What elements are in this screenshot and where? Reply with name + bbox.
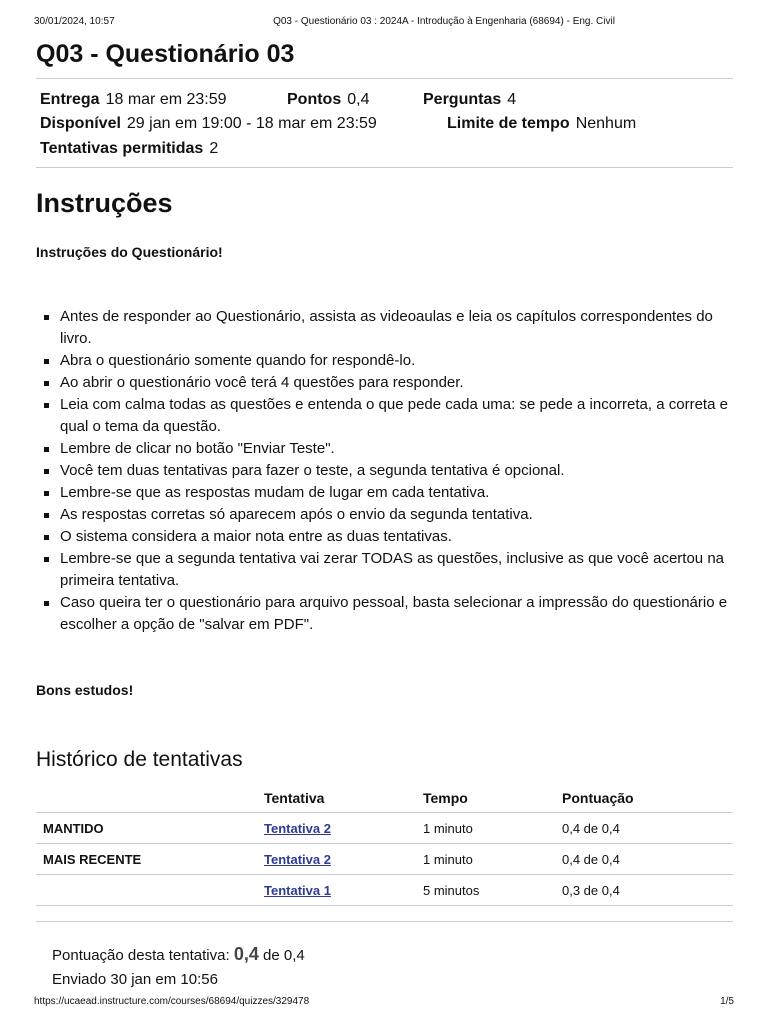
- attempt-status: MANTIDO: [36, 813, 264, 844]
- attempt-link[interactable]: Tentativa 2: [264, 851, 331, 867]
- quiz-details: [36, 79, 733, 167]
- column-header: Tentativa: [264, 784, 423, 813]
- table-header-row: [36, 784, 733, 813]
- detail-perguntas: [423, 91, 516, 109]
- score-value: 0,4: [233, 944, 259, 964]
- list-item: Lembre de clicar no botão "Enviar Teste".: [36, 438, 733, 460]
- column-header: [36, 784, 264, 813]
- attempt-score: 0,4 de 0,4: [562, 844, 733, 875]
- detail-label: Entrega: [40, 91, 100, 108]
- detail-label: Tentativas permitidas: [40, 140, 204, 157]
- attempt-history-table: [36, 784, 733, 906]
- attempt-score: 0,3 de 0,4: [562, 875, 733, 906]
- main-content: [36, 38, 733, 988]
- attempt-link[interactable]: Tentativa 2: [264, 820, 331, 836]
- list-item: Ao abrir o questionário você terá 4 questões para responder.: [36, 372, 733, 394]
- list-item: Leia com calma todas as questões e entenda o que pede cada uma: se pede a incorreta, a correta e qual o tema da questão.: [36, 394, 733, 438]
- attempt-time: 1 minuto: [423, 844, 562, 875]
- detail-value: 4: [507, 91, 517, 108]
- list-item: Antes de responder ao Questionário, assista as videoaulas e leia os capítulos correspondentes do livro.: [36, 306, 733, 350]
- attempt-time: 5 minutos: [423, 875, 562, 906]
- attempt-cell: [264, 844, 423, 875]
- detail-label: Disponível: [40, 115, 121, 132]
- list-item: Abra o questionário somente quando for respondê-lo.: [36, 350, 733, 372]
- detail-value: 0,4: [347, 91, 370, 108]
- closing-text: Bons estudos!: [36, 682, 134, 698]
- detail-entrega: [40, 91, 227, 109]
- detail-pontos: [287, 91, 369, 109]
- detail-label: Perguntas: [423, 91, 502, 108]
- attempt-score-summary: [52, 942, 305, 992]
- detail-label: Limite de tempo: [447, 115, 570, 132]
- detail-value: 18 mar em 23:59: [105, 91, 227, 108]
- detail-label: Pontos: [287, 91, 342, 108]
- history-title: Histórico de tentativas: [36, 748, 243, 771]
- list-item: Lembre-se que as respostas mudam de lugar em cada tentativa.: [36, 482, 733, 504]
- print-page-title: Q03 - Questionário 03 : 2024A - Introdução à Engenharia (68694) - Eng. Civil: [273, 16, 615, 27]
- attempt-score: 0,4 de 0,4: [562, 813, 733, 844]
- detail-tentativas: [40, 140, 218, 158]
- page-title: Q03 - Questionário 03: [36, 40, 295, 68]
- list-item: Caso queira ter o questionário para arquivo pessoal, basta selecionar a impressão do questionário e escolher a opção de "salvar em PDF".: [36, 592, 733, 636]
- print-url: https://ucaead.instructure.com/courses/68694/quizzes/329478: [34, 996, 310, 1007]
- score-max: de 0,4: [263, 947, 305, 964]
- score-line: [52, 942, 305, 968]
- list-item: Lembre-se que a segunda tentativa vai zerar TODAS as questões, inclusive as que você acertou na primeira tentativa.: [36, 548, 733, 592]
- divider: [36, 921, 733, 922]
- attempt-time: 1 minuto: [423, 813, 562, 844]
- table-row: [36, 875, 733, 906]
- attempt-status: MAIS RECENTE: [36, 844, 264, 875]
- attempt-link[interactable]: Tentativa 1: [264, 882, 331, 898]
- detail-value: Nenhum: [575, 115, 637, 132]
- attempt-cell: [264, 813, 423, 844]
- attempt-cell: [264, 875, 423, 906]
- instructions-title: Instruções: [36, 188, 173, 218]
- print-page-number: 1/5: [720, 996, 734, 1007]
- print-header: [34, 16, 734, 30]
- list-item: As respostas corretas só aparecem após o envio da segunda tentativa.: [36, 504, 733, 526]
- list-item: O sistema considera a maior nota entre as duas tentativas.: [36, 526, 733, 548]
- column-header: Tempo: [423, 784, 562, 813]
- divider: [36, 167, 733, 168]
- column-header: Pontuação: [562, 784, 733, 813]
- detail-value: 29 jan em 19:00 - 18 mar em 23:59: [126, 115, 377, 132]
- print-footer: [34, 996, 734, 1010]
- table-row: [36, 844, 733, 875]
- score-label: Pontuação desta tentativa:: [52, 947, 230, 964]
- table-row: [36, 813, 733, 844]
- attempt-status: [36, 875, 264, 906]
- submitted-date: Enviado 30 jan em 10:56: [52, 971, 218, 988]
- print-date: 30/01/2024, 10:57: [34, 16, 115, 27]
- list-item: Você tem duas tentativas para fazer o teste, a segunda tentativa é opcional.: [36, 460, 733, 482]
- instructions-list: [36, 306, 733, 636]
- detail-limite: [447, 115, 636, 133]
- detail-value: 2: [209, 140, 219, 157]
- detail-disponivel: [40, 115, 377, 133]
- instructions-subtitle: Instruções do Questionário!: [36, 244, 223, 260]
